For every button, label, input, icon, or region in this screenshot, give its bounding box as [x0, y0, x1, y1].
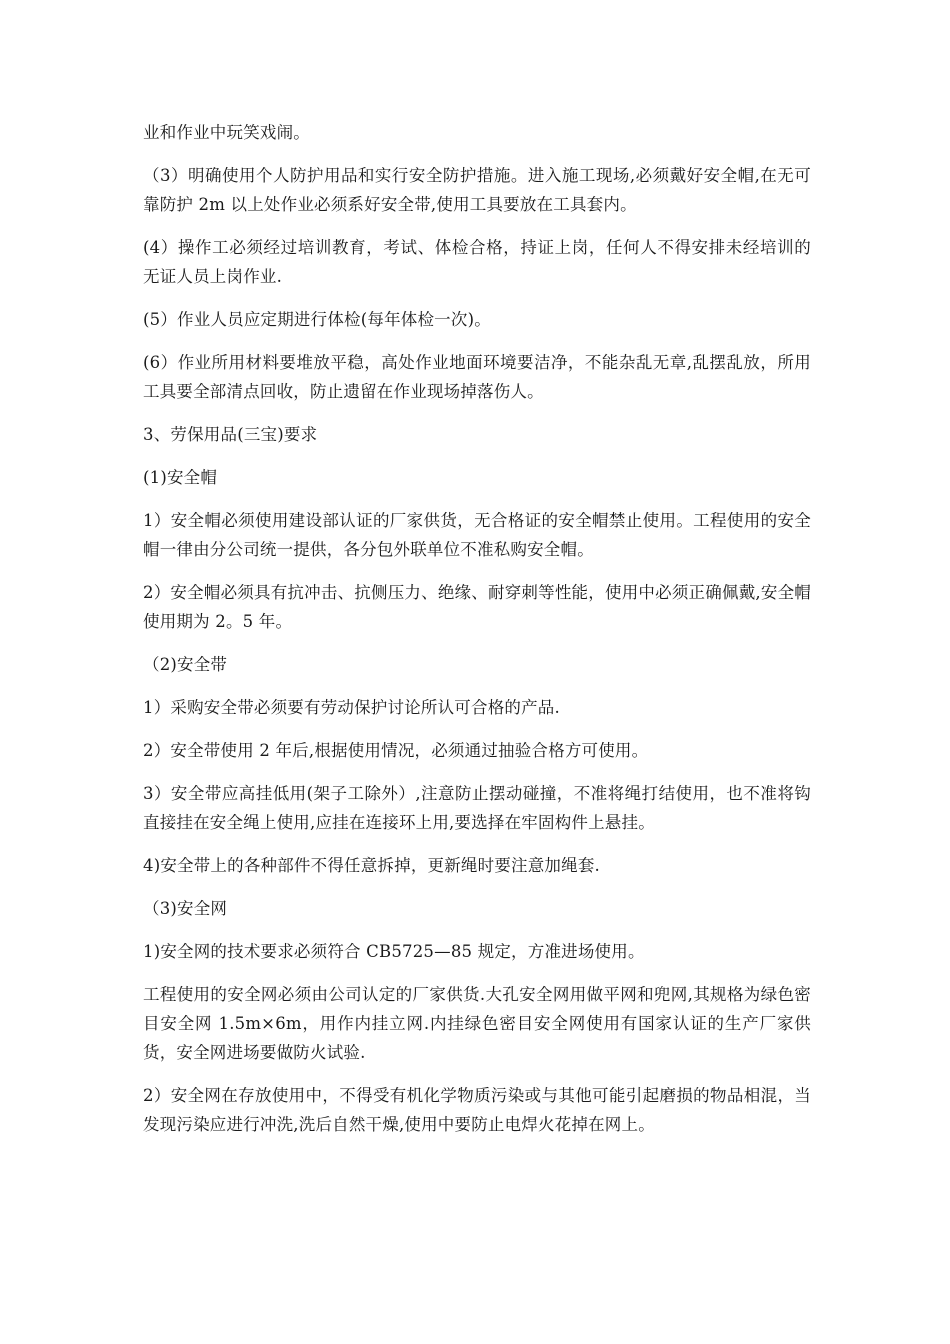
- paragraph-net-2: 2）安全网在存放使用中，不得受有机化学物质污染或与其他可能引起磨损的物品相混，当发现污染应进行冲洗,洗后自然干燥,使用中要防止电焊火花掉在网上。: [143, 1086, 811, 1134]
- paragraph-net-1: 1)安全网的技术要求必须符合 CB5725—85 规定，方准进场使用。: [143, 942, 645, 961]
- paragraph-item-6-materials: (6）作业所用材料要堆放平稳，高处作业地面环境要洁净，不能杂乱无章,乱摆乱放，所用工具要全部清点回收，防止遗留在作业现场掉落伤人。: [143, 353, 811, 401]
- paragraph-net-supply: 工程使用的安全网必须由公司认定的厂家供货.大孔安全网用做平网和兜网,其规格为绿色密目安全网 1.5m×6m，用作内挂立网.内挂绿色密目安全网使用有国家认证的生产厂家供货，安全网进场要做防火试验.: [143, 985, 811, 1062]
- paragraph-belt-2: 2）安全带使用 2 年后,根据使用情况，必须通过抽验合格方可使用。: [143, 741, 649, 760]
- subheading-helmet: (1)安全帽: [143, 468, 218, 487]
- subheading-safety-net: （3)安全网: [143, 899, 228, 918]
- paragraph-continuation: 业和作业中玩笑戏闹。: [143, 123, 310, 142]
- paragraph-belt-1: 1）采购安全带必须要有劳动保护讨论所认可合格的产品.: [143, 698, 560, 717]
- paragraph-belt-3: 3）安全带应高挂低用(架子工除外）,注意防止摆动碰撞，不准将绳打结使用，也不准将钩直接挂在安全绳上使用,应挂在连接环上用,要选择在牢固构件上悬挂。: [143, 784, 811, 832]
- subheading-safety-belt: （2)安全带: [143, 655, 228, 674]
- paragraph-belt-4: 4)安全带上的各种部件不得任意拆掉，更新绳时要注意加绳套.: [143, 856, 600, 875]
- section-heading-ppe: 3、劳保用品(三宝)要求: [143, 425, 318, 444]
- paragraph-item-3-protection: （3）明确使用个人防护用品和实行安全防护措施。进入施工现场,必须戴好安全帽,在无可靠防护 2m 以上处作业必须系好安全带,使用工具要放在工具套内。: [143, 166, 811, 214]
- paragraph-item-5-checkup: (5）作业人员应定期进行体检(每年体检一次)。: [143, 310, 491, 329]
- paragraph-item-4-training: (4）操作工必须经过培训教育，考试、体检合格，持证上岗，任何人不得安排未经培训的无证人员上岗作业.: [143, 238, 811, 286]
- paragraph-helmet-2: 2）安全帽必须具有抗冲击、抗侧压力、绝缘、耐穿刺等性能，使用中必须正确佩戴,安全帽使用期为 2。5 年。: [143, 583, 811, 631]
- document-body: [143, 118, 811, 1153]
- paragraph-helmet-1: 1）安全帽必须使用建设部认证的厂家供货，无合格证的安全帽禁止使用。工程使用的安全帽一律由分公司统一提供，各分包外联单位不准私购安全帽。: [143, 511, 811, 559]
